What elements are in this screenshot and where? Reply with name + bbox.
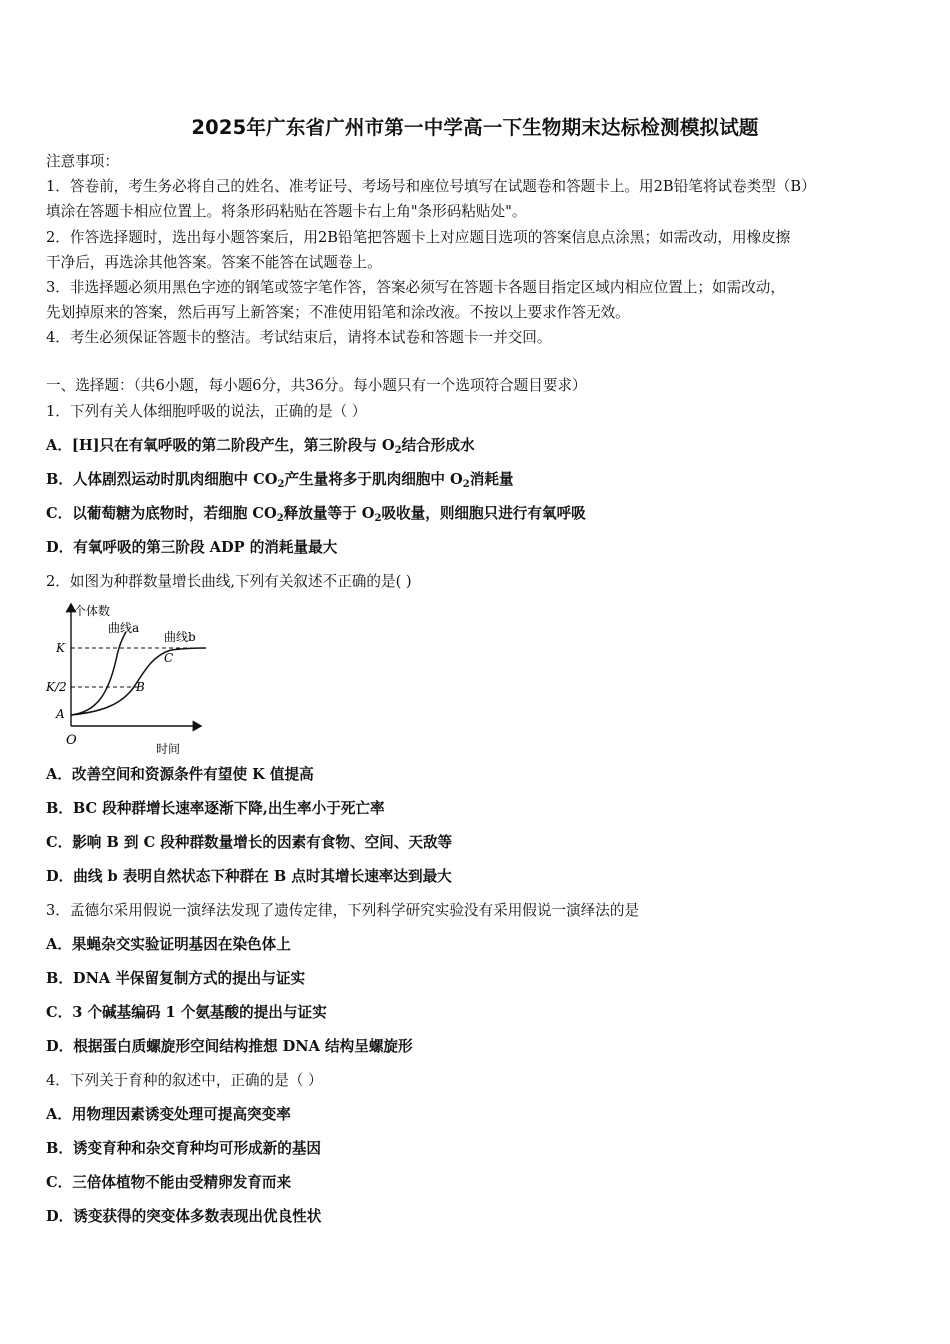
question-4-stem: 4．下列关于育种的叙述中，正确的是（ ） xyxy=(46,1072,323,1089)
q1-option-b: B．人体剧烈运动时肌肉细胞中 $CO_2$产生量将多于肌肉细胞中 $O_2$消耗量 xyxy=(46,471,514,490)
notice-line: 2．作答选择题时，选出每小题答案后，用2B铅笔把答题卡上对应题目选项的答案信息点涂黑；如需改动，用橡皮擦 xyxy=(46,229,791,246)
y-axis-label: 个体数 xyxy=(74,604,111,618)
q1-option-d: D．有氧呼吸的第三阶段 ADP 的消耗量最大 xyxy=(46,539,338,556)
point-c-label: C xyxy=(164,651,174,665)
q2-option-a: A．改善空间和资源条件有望使 K 值提高 xyxy=(46,766,314,783)
q1-option-a: A．[H]只在有氧呼吸的第二阶段产生，第三阶段与 $O_2$结合形成水 xyxy=(46,437,475,456)
k-half-label: K/2 xyxy=(46,680,67,694)
x-axis-label: 时间 xyxy=(156,742,181,755)
question-2-stem: 2．如图为种群数量增长曲线,下列有关叙述不正确的是( ) xyxy=(46,573,412,590)
notice-line: 3．非选择题必须用黑色字迹的钢笔或签字笔作答，答案必须写在答题卡各题目指定区域内相应位置上；如需改动， xyxy=(46,279,785,296)
q4-option-b: B．诱变育种和杂交育种均可形成新的基因 xyxy=(46,1140,322,1157)
section-heading: 一、选择题：（共6小题，每小题6分，共36分。每小题只有一个选项符合题目要求） xyxy=(46,377,587,394)
question-1-stem: 1．下列有关人体细胞呼吸的说法，正确的是（ ） xyxy=(46,403,367,420)
question-3-stem: 3．孟德尔采用假说一演绎法发现了遗传定律，下列科学研究实验没有采用假说一演绎法的是 xyxy=(46,902,640,919)
point-a-label: A xyxy=(56,707,65,721)
curve-a-label: 曲线a xyxy=(108,621,140,635)
q3-option-a: A．果蝇杂交实验证明基因在染色体上 xyxy=(46,936,291,953)
notice-line: 干净后，再选涂其他答案。答案不能答在试题卷上。 xyxy=(46,254,382,271)
q2-option-c: C．影响 B 到 C 段种群数量增长的因素有食物、空间、天敌等 xyxy=(46,834,453,851)
point-b-label: B xyxy=(136,680,145,694)
q3-option-c: C．3 个碱基编码 1 个氨基酸的提出与证实 xyxy=(46,1004,327,1021)
notice-line: 1．答卷前，考生务必将自己的姓名、准考证号、考场号和座位号填写在试题卷和答题卡上。用2B铅笔将试卷类型（B） xyxy=(46,178,816,195)
k-label: K xyxy=(56,641,65,655)
curve-b-label: 曲线b xyxy=(164,630,196,644)
q4-option-c: C．三倍体植物不能由受精卵发育而来 xyxy=(46,1174,292,1191)
notice-line: 填涂在答题卡相应位置上。将条形码粘贴在答题卡右上角"条形码粘贴处"。 xyxy=(46,203,527,220)
q4-option-d: D．诱变获得的突变体多数表现出优良性状 xyxy=(46,1208,322,1225)
q2-option-d: D．曲线 b 表明自然状态下种群在 B 点时其增长速率达到最大 xyxy=(46,868,452,885)
notice-line: 4．考生必须保证答题卡的整洁。考试结束后，请将本试卷和答题卡一并交回。 xyxy=(46,329,552,346)
page-title: 2025年广东省广州市第一中学高一下生物期末达标检测模拟试题 xyxy=(191,116,759,139)
origin-label: O xyxy=(66,733,77,748)
notice-line: 先划掉原来的答案，然后再写上新答案；不准使用铅笔和涂改液。不按以上要求作答无效。 xyxy=(46,304,630,321)
q3-option-d: D．根据蛋白质螺旋形空间结构推想 DNA 结构呈螺旋形 xyxy=(46,1038,413,1055)
population-growth-figure xyxy=(46,600,216,755)
q3-option-b: B．DNA 半保留复制方式的提出与证实 xyxy=(46,970,306,987)
notice-heading: 注意事项： xyxy=(46,153,119,170)
q1-option-c: C．以葡萄糖为底物时，若细胞 $CO_2$释放量等于 $O_2$吸收量，则细胞只进行有氧呼吸 xyxy=(46,505,586,524)
q4-option-a: A．用物理因素诱变处理可提高突变率 xyxy=(46,1106,291,1123)
q2-option-b: B．BC 段种群增长速率逐渐下降,出生率小于死亡率 xyxy=(46,800,385,817)
